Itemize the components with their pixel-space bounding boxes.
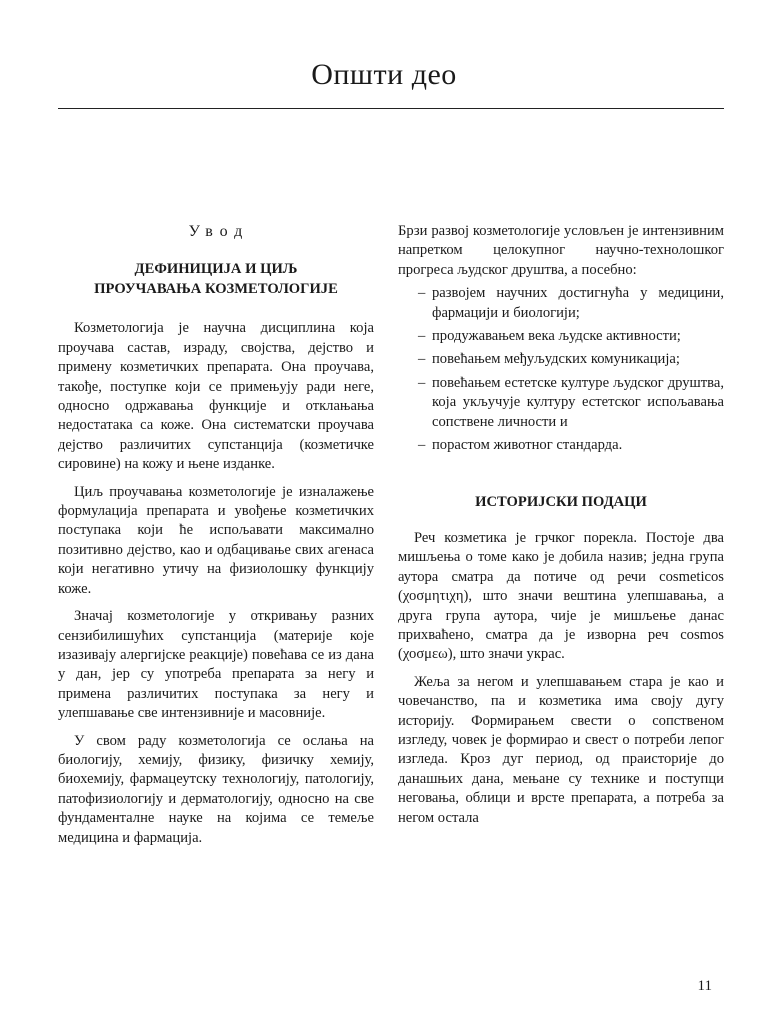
- section-heading-line-1: ДЕФИНИЦИЈА И ЦИЉ: [134, 261, 298, 278]
- list-item: – продужавањем века људске активности;: [420, 327, 724, 346]
- history-heading: ИСТОРИЈСКИ ПОДАЦИ: [475, 494, 647, 511]
- paragraph: Циљ проучавања козметологије је изналажење формулација препарата и увођење козметичких поступака који ће испољавати максимално позитивно дејство, као и одбацивање свих агенаса који негативно утичу на физиолошку функцију коже.: [58, 483, 374, 597]
- bullet-list: [420, 284, 724, 455]
- list-item: – развојем научних достигнућа у медицини, фармацији и биологији;: [420, 284, 724, 323]
- section-heading-line-2: ПРОУЧАВАЊА КОЗМЕТОЛОГИЈЕ: [94, 281, 338, 298]
- paragraph: Козметологија је научна дисциплина која проучава састав, израду, својства, дејство и примену козметичких препарата. Она проучава, такође, поступке који се примењују ради неге, односно одржавања функције и отклањања недостатака са коже. Она систематски проучава дејство различитих супстанција (козметичке сировине) на кожу и њене изданке.: [58, 320, 374, 473]
- paragraph: Значај козметологије у откривању разних сензибилишућих супстанција (материје које изазивају алергијске реакције) повећава се из дана у дан, јер су употреба препарата за негу и примена различитих поступака за негу и улепшавање све интензивније и масовније.: [58, 608, 374, 722]
- section-heading: [58, 259, 374, 299]
- paragraph: Жеља за негом и улепшавањем стара је као и човечанство, па и козметика има своју дугу историју. Формирањем свести о сопственом изгледу, човек је формирао и свест о потреби лепог изгледа. Кроз дуг период, од праисторије до данашњих дана, мењане су технике и поступци неговања, облици и врсте препарата, а потреба за негом остала: [398, 673, 724, 826]
- list-item: – повећањем естетске културе људског друштва, која укључује културу естетског испољавања сопствене личности и: [420, 374, 724, 432]
- left-column: [58, 222, 374, 856]
- page-title: Општи део: [311, 58, 457, 91]
- paragraph: У свом раду козметологија се ослања на биологију, хемију, физику, физичку хемију, биохемију, фармацеутску технологију, патологију, патофизиологију и дерматологију, односно на све фундаменталне науке на којима се темеље медицина и фармација.: [58, 732, 374, 846]
- title-rule: [58, 108, 724, 109]
- paragraph: Реч козметика је грчког порекла. Постоје два мишљења о томе како је добила назив; једна група аутора сматра да потиче од речи cosmeticos (χοσμητιχη), што значи вештина улепшавања, а друга група аутора, чије је мишљење данас прихваћено, сматра да је изворна реч cosmos (χοσμεω), што значи украс.: [398, 529, 724, 663]
- intro-label: Увод: [188, 223, 250, 240]
- right-column: [398, 222, 724, 836]
- page-number: 11: [697, 978, 712, 994]
- paragraph: Брзи развој козметологије условљен је интензивним напретком целокупног научно-технолошког прогреса људског друштва, а посебно:: [398, 223, 724, 278]
- list-item: – порастом животног стандарда.: [420, 436, 724, 455]
- list-item: – повећањем међуљудских комуникација;: [420, 350, 724, 369]
